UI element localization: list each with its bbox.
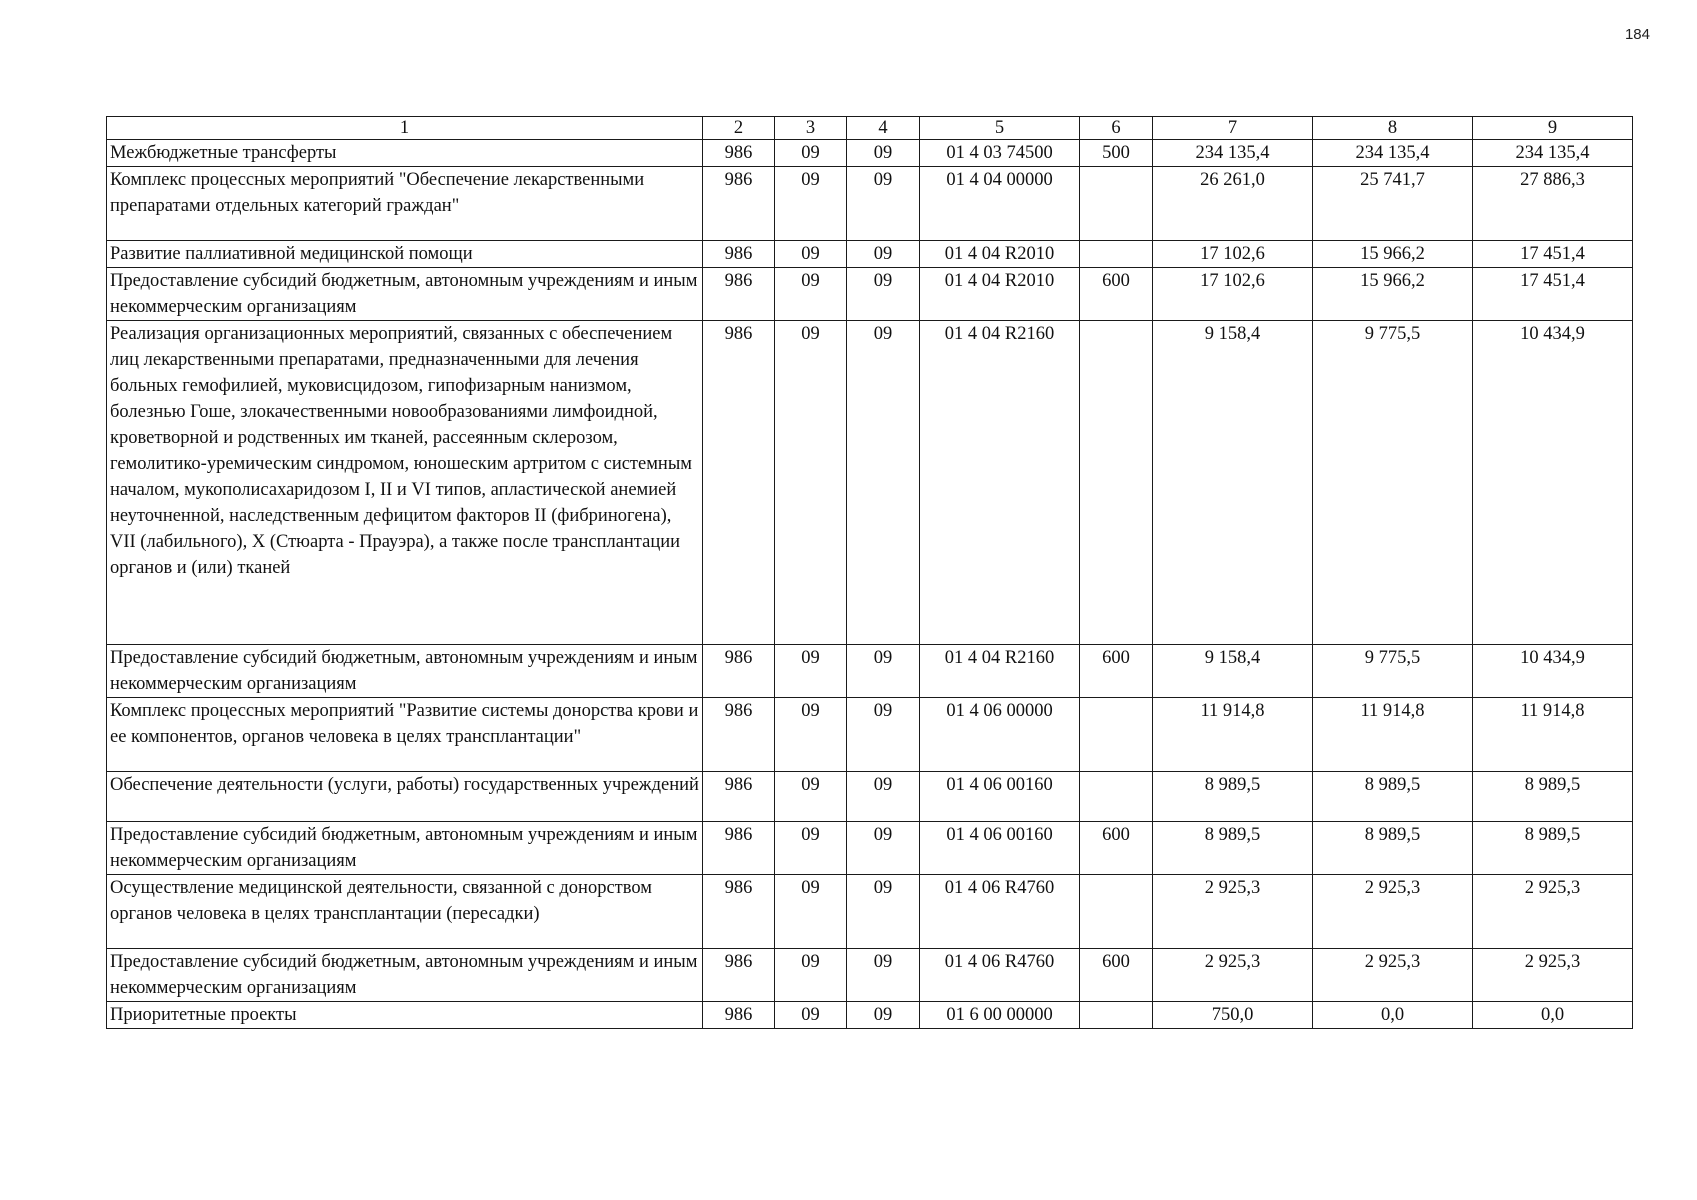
subsection-code: 09 — [847, 949, 920, 1002]
grbs-code: 986 — [703, 140, 775, 167]
grbs-code: 986 — [703, 875, 775, 949]
column-header: 3 — [775, 117, 847, 140]
column-header: 9 — [1473, 117, 1633, 140]
expense-type-code: 500 — [1080, 140, 1153, 167]
section-code: 09 — [775, 875, 847, 949]
grbs-code: 986 — [703, 167, 775, 241]
expense-type-code — [1080, 1002, 1153, 1029]
table-row — [107, 321, 1633, 645]
column-header: 1 — [107, 117, 703, 140]
expense-type-code — [1080, 167, 1153, 241]
subsection-code: 09 — [847, 140, 920, 167]
amount-year-1: 750,0 — [1153, 1002, 1313, 1029]
amount-year-2: 15 966,2 — [1313, 241, 1473, 268]
table-row — [107, 772, 1633, 822]
grbs-code: 986 — [703, 321, 775, 645]
item-name: Предоставление субсидий бюджетным, автономным учреждениям и иным некоммерческим организациям — [107, 268, 703, 321]
budget-table — [106, 116, 1633, 1029]
expense-type-code: 600 — [1080, 268, 1153, 321]
amount-year-2: 2 925,3 — [1313, 875, 1473, 949]
section-code: 09 — [775, 167, 847, 241]
amount-year-2: 9 775,5 — [1313, 645, 1473, 698]
amount-year-1: 9 158,4 — [1153, 645, 1313, 698]
amount-year-1: 26 261,0 — [1153, 167, 1313, 241]
target-article-code: 01 4 06 00160 — [920, 822, 1080, 875]
amount-year-2: 25 741,7 — [1313, 167, 1473, 241]
expense-type-code: 600 — [1080, 822, 1153, 875]
column-number-row — [107, 117, 1633, 140]
amount-year-2: 8 989,5 — [1313, 822, 1473, 875]
grbs-code: 986 — [703, 645, 775, 698]
target-article-code: 01 4 06 R4760 — [920, 875, 1080, 949]
amount-year-1: 8 989,5 — [1153, 822, 1313, 875]
expense-type-code — [1080, 875, 1153, 949]
item-name: Предоставление субсидий бюджетным, автономным учреждениям и иным некоммерческим организациям — [107, 949, 703, 1002]
item-name: Осуществление медицинской деятельности, связанной с донорством органов человека в целях трансплантации (пересадки) — [107, 875, 703, 949]
expense-type-code: 600 — [1080, 645, 1153, 698]
target-article-code: 01 6 00 00000 — [920, 1002, 1080, 1029]
section-code: 09 — [775, 268, 847, 321]
grbs-code: 986 — [703, 772, 775, 822]
grbs-code: 986 — [703, 241, 775, 268]
subsection-code: 09 — [847, 645, 920, 698]
table-row — [107, 949, 1633, 1002]
amount-year-2: 234 135,4 — [1313, 140, 1473, 167]
amount-year-1: 2 925,3 — [1153, 949, 1313, 1002]
expense-type-code — [1080, 772, 1153, 822]
table-row — [107, 241, 1633, 268]
amount-year-3: 17 451,4 — [1473, 268, 1633, 321]
amount-year-2: 0,0 — [1313, 1002, 1473, 1029]
table-row — [107, 822, 1633, 875]
subsection-code: 09 — [847, 321, 920, 645]
column-header: 4 — [847, 117, 920, 140]
section-code: 09 — [775, 241, 847, 268]
amount-year-3: 234 135,4 — [1473, 140, 1633, 167]
item-name: Комплекс процессных мероприятий "Обеспечение лекарственными препаратами отдельных категорий граждан" — [107, 167, 703, 241]
grbs-code: 986 — [703, 698, 775, 772]
target-article-code: 01 4 04 R2160 — [920, 321, 1080, 645]
column-header: 7 — [1153, 117, 1313, 140]
amount-year-3: 17 451,4 — [1473, 241, 1633, 268]
target-article-code: 01 4 03 74500 — [920, 140, 1080, 167]
item-name: Приоритетные проекты — [107, 1002, 703, 1029]
subsection-code: 09 — [847, 772, 920, 822]
target-article-code: 01 4 04 R2010 — [920, 241, 1080, 268]
table-row — [107, 875, 1633, 949]
amount-year-2: 11 914,8 — [1313, 698, 1473, 772]
expense-type-code — [1080, 698, 1153, 772]
table-row — [107, 1002, 1633, 1029]
amount-year-3: 11 914,8 — [1473, 698, 1633, 772]
section-code: 09 — [775, 645, 847, 698]
amount-year-3: 0,0 — [1473, 1002, 1633, 1029]
item-name: Обеспечение деятельности (услуги, работы) государственных учреждений — [107, 772, 703, 822]
amount-year-3: 2 925,3 — [1473, 875, 1633, 949]
table-row — [107, 268, 1633, 321]
amount-year-1: 17 102,6 — [1153, 268, 1313, 321]
amount-year-1: 17 102,6 — [1153, 241, 1313, 268]
subsection-code: 09 — [847, 268, 920, 321]
subsection-code: 09 — [847, 167, 920, 241]
expense-type-code — [1080, 241, 1153, 268]
amount-year-2: 9 775,5 — [1313, 321, 1473, 645]
grbs-code: 986 — [703, 949, 775, 1002]
section-code: 09 — [775, 140, 847, 167]
section-code: 09 — [775, 698, 847, 772]
grbs-code: 986 — [703, 822, 775, 875]
section-code: 09 — [775, 949, 847, 1002]
grbs-code: 986 — [703, 1002, 775, 1029]
column-header: 6 — [1080, 117, 1153, 140]
item-name: Реализация организационных мероприятий, связанных с обеспечением лиц лекарственными препаратами, предназначенными для лечения больных гемофилией, муковисцидозом, гипофизарным нанизмом, болезнью Гоше, злокачественными новообразованиями лимфоидной, кроветворной и родственных им тканей, рассеянным склерозом, гемолитико-уремическим синдромом, юношеским артритом с системным началом, мукополисахаридозом I, II и VI типов, апластической анемией неуточненной, наследственным дефицитом факторов II (фибриногена), VII (лабильного), X (Стюарта - Прауэра), а также после трансплантации органов и (или) тканей — [107, 321, 703, 645]
subsection-code: 09 — [847, 698, 920, 772]
amount-year-1: 8 989,5 — [1153, 772, 1313, 822]
column-header: 8 — [1313, 117, 1473, 140]
item-name: Комплекс процессных мероприятий "Развитие системы донорства крови и ее компонентов, органов человека в целях трансплантации" — [107, 698, 703, 772]
amount-year-3: 10 434,9 — [1473, 321, 1633, 645]
subsection-code: 09 — [847, 822, 920, 875]
item-name: Развитие паллиативной медицинской помощи — [107, 241, 703, 268]
section-code: 09 — [775, 822, 847, 875]
subsection-code: 09 — [847, 1002, 920, 1029]
amount-year-3: 10 434,9 — [1473, 645, 1633, 698]
target-article-code: 01 4 06 00160 — [920, 772, 1080, 822]
table-row — [107, 140, 1633, 167]
section-code: 09 — [775, 321, 847, 645]
table-row — [107, 698, 1633, 772]
amount-year-1: 2 925,3 — [1153, 875, 1313, 949]
item-name: Межбюджетные трансферты — [107, 140, 703, 167]
amount-year-3: 8 989,5 — [1473, 822, 1633, 875]
page-number: 184 — [1624, 26, 1650, 43]
grbs-code: 986 — [703, 268, 775, 321]
amount-year-1: 234 135,4 — [1153, 140, 1313, 167]
table-row — [107, 645, 1633, 698]
table-row — [107, 167, 1633, 241]
column-header: 2 — [703, 117, 775, 140]
column-header: 5 — [920, 117, 1080, 140]
item-name: Предоставление субсидий бюджетным, автономным учреждениям и иным некоммерческим организациям — [107, 822, 703, 875]
subsection-code: 09 — [847, 241, 920, 268]
amount-year-3: 8 989,5 — [1473, 772, 1633, 822]
target-article-code: 01 4 06 R4760 — [920, 949, 1080, 1002]
expense-type-code — [1080, 321, 1153, 645]
target-article-code: 01 4 04 R2160 — [920, 645, 1080, 698]
amount-year-1: 9 158,4 — [1153, 321, 1313, 645]
table-body — [107, 117, 1633, 1029]
item-name: Предоставление субсидий бюджетным, автономным учреждениям и иным некоммерческим организациям — [107, 645, 703, 698]
amount-year-3: 27 886,3 — [1473, 167, 1633, 241]
amount-year-2: 15 966,2 — [1313, 268, 1473, 321]
expense-type-code: 600 — [1080, 949, 1153, 1002]
amount-year-2: 2 925,3 — [1313, 949, 1473, 1002]
target-article-code: 01 4 04 R2010 — [920, 268, 1080, 321]
amount-year-3: 2 925,3 — [1473, 949, 1633, 1002]
subsection-code: 09 — [847, 875, 920, 949]
target-article-code: 01 4 06 00000 — [920, 698, 1080, 772]
section-code: 09 — [775, 1002, 847, 1029]
target-article-code: 01 4 04 00000 — [920, 167, 1080, 241]
section-code: 09 — [775, 772, 847, 822]
amount-year-1: 11 914,8 — [1153, 698, 1313, 772]
amount-year-2: 8 989,5 — [1313, 772, 1473, 822]
